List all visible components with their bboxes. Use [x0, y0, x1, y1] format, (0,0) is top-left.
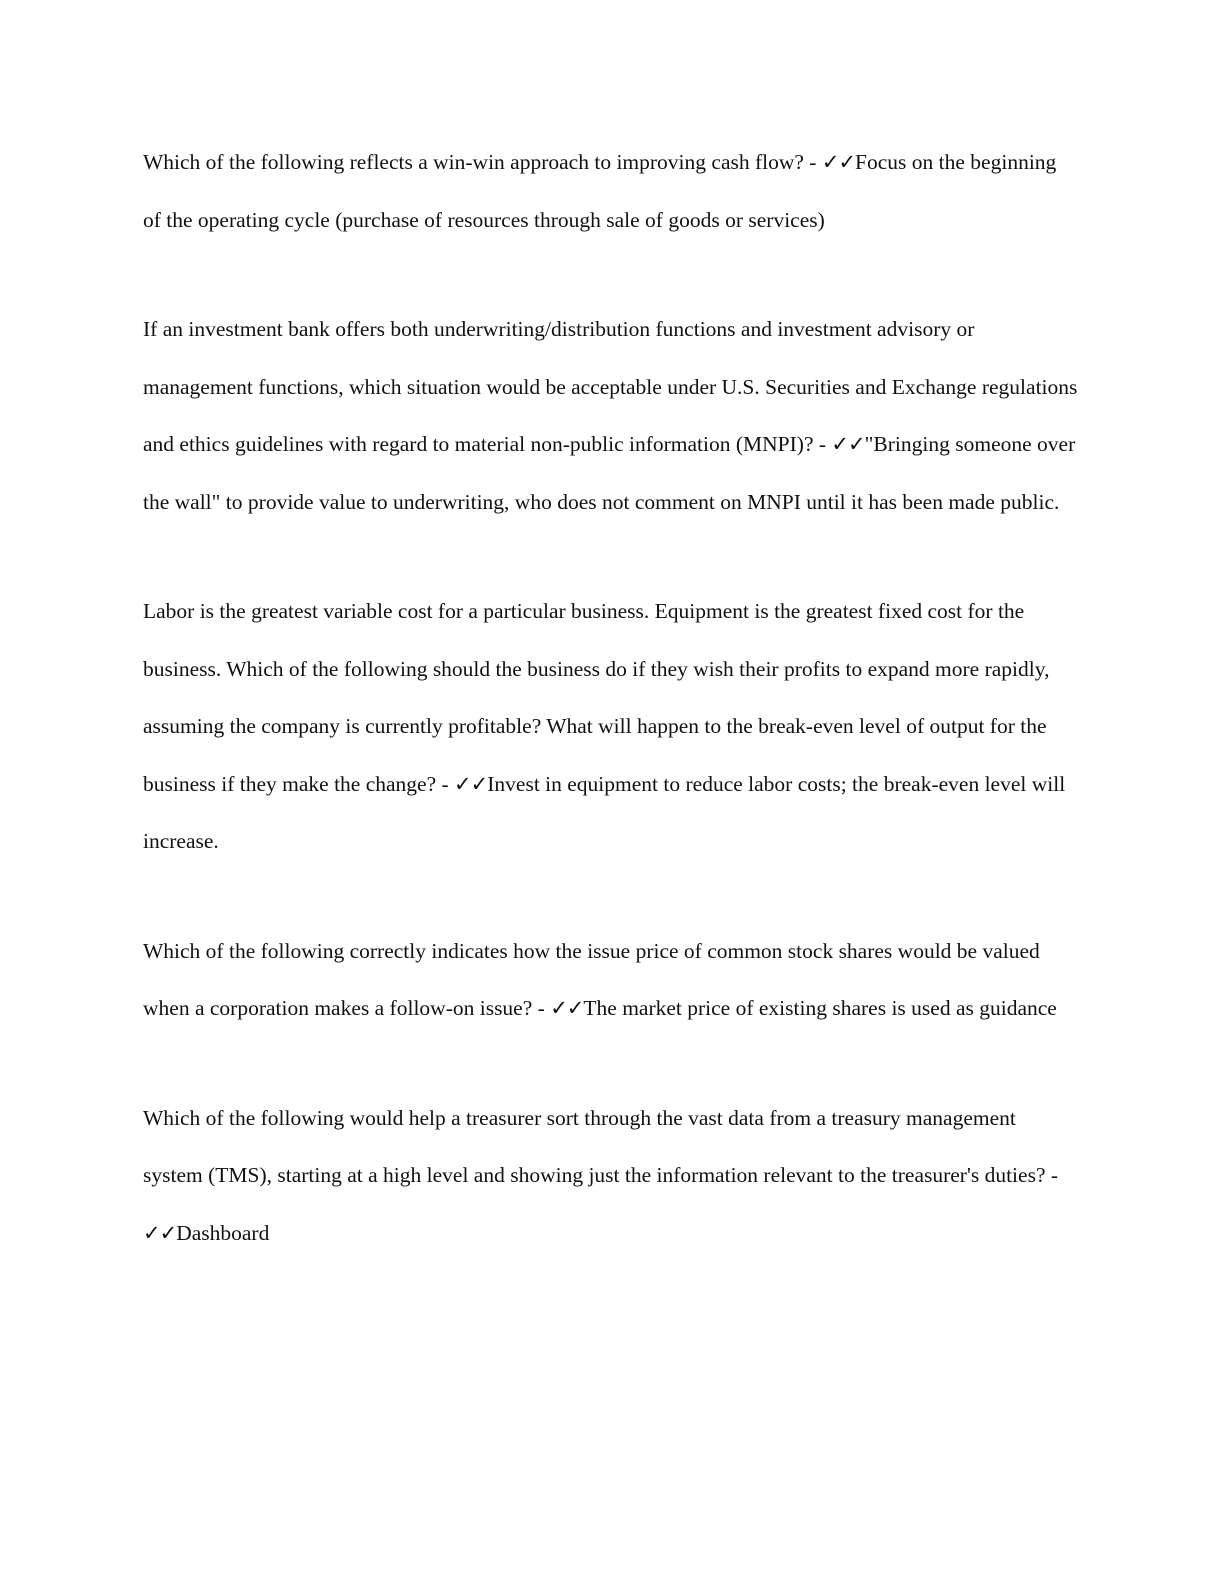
qa-item-4	[143, 923, 1079, 1038]
double-check-icon: ✓✓	[143, 1220, 177, 1245]
answer-text: Dashboard	[176, 1220, 270, 1245]
qa-item-1	[143, 134, 1079, 249]
double-check-icon: ✓✓	[821, 150, 856, 174]
qa-item-5	[143, 1090, 1079, 1263]
answer-text: "Bringing someone over the wall" to provide value to underwriting, who does not comment on MNPI until it has been made public.	[143, 432, 1076, 514]
document-body	[143, 134, 1079, 1262]
question-text: Which of the following reflects a win-win approach to improving cash flow? -	[143, 150, 822, 174]
double-check-icon: ✓✓	[831, 432, 865, 456]
answer-text: Focus on the beginning of the operating cycle (purchase of resources through sale of goods or services)	[143, 150, 1057, 232]
answer-text: Invest in equipment to reduce labor costs; the break-even level will increase.	[143, 771, 1066, 853]
question-text: Which of the following would help a treasurer sort through the vast data from a treasury management system (TMS), starting at a high level and showing just the information relevant to the treasurer's duties? -	[143, 1105, 1059, 1187]
question-text: Which of the following correctly indicates how the issue price of common stock shares would be valued when a corporation makes a follow-on issue? -	[143, 938, 1040, 1020]
double-check-icon: ✓✓	[550, 996, 584, 1020]
qa-item-2	[143, 301, 1079, 531]
answer-text: The market price of existing shares is used as guidance	[583, 996, 1057, 1020]
question-text: Labor is the greatest variable cost for a particular business. Equipment is the greatest fixed cost for the business. Which of the following should the business do if they wish their profits to expand more rapidly, assuming the company is currently profitable? What will happen to the break-even level of output for the business if they make the change? -	[143, 599, 1050, 796]
qa-item-3	[143, 583, 1079, 871]
question-text: If an investment bank offers both underwriting/distribution functions and investment advisory or management functions, which situation would be acceptable under U.S. Securities and Exchange regulations and ethics guidelines with regard to material non-public information (MNPI)? -	[143, 317, 1078, 456]
double-check-icon: ✓✓	[454, 771, 488, 796]
